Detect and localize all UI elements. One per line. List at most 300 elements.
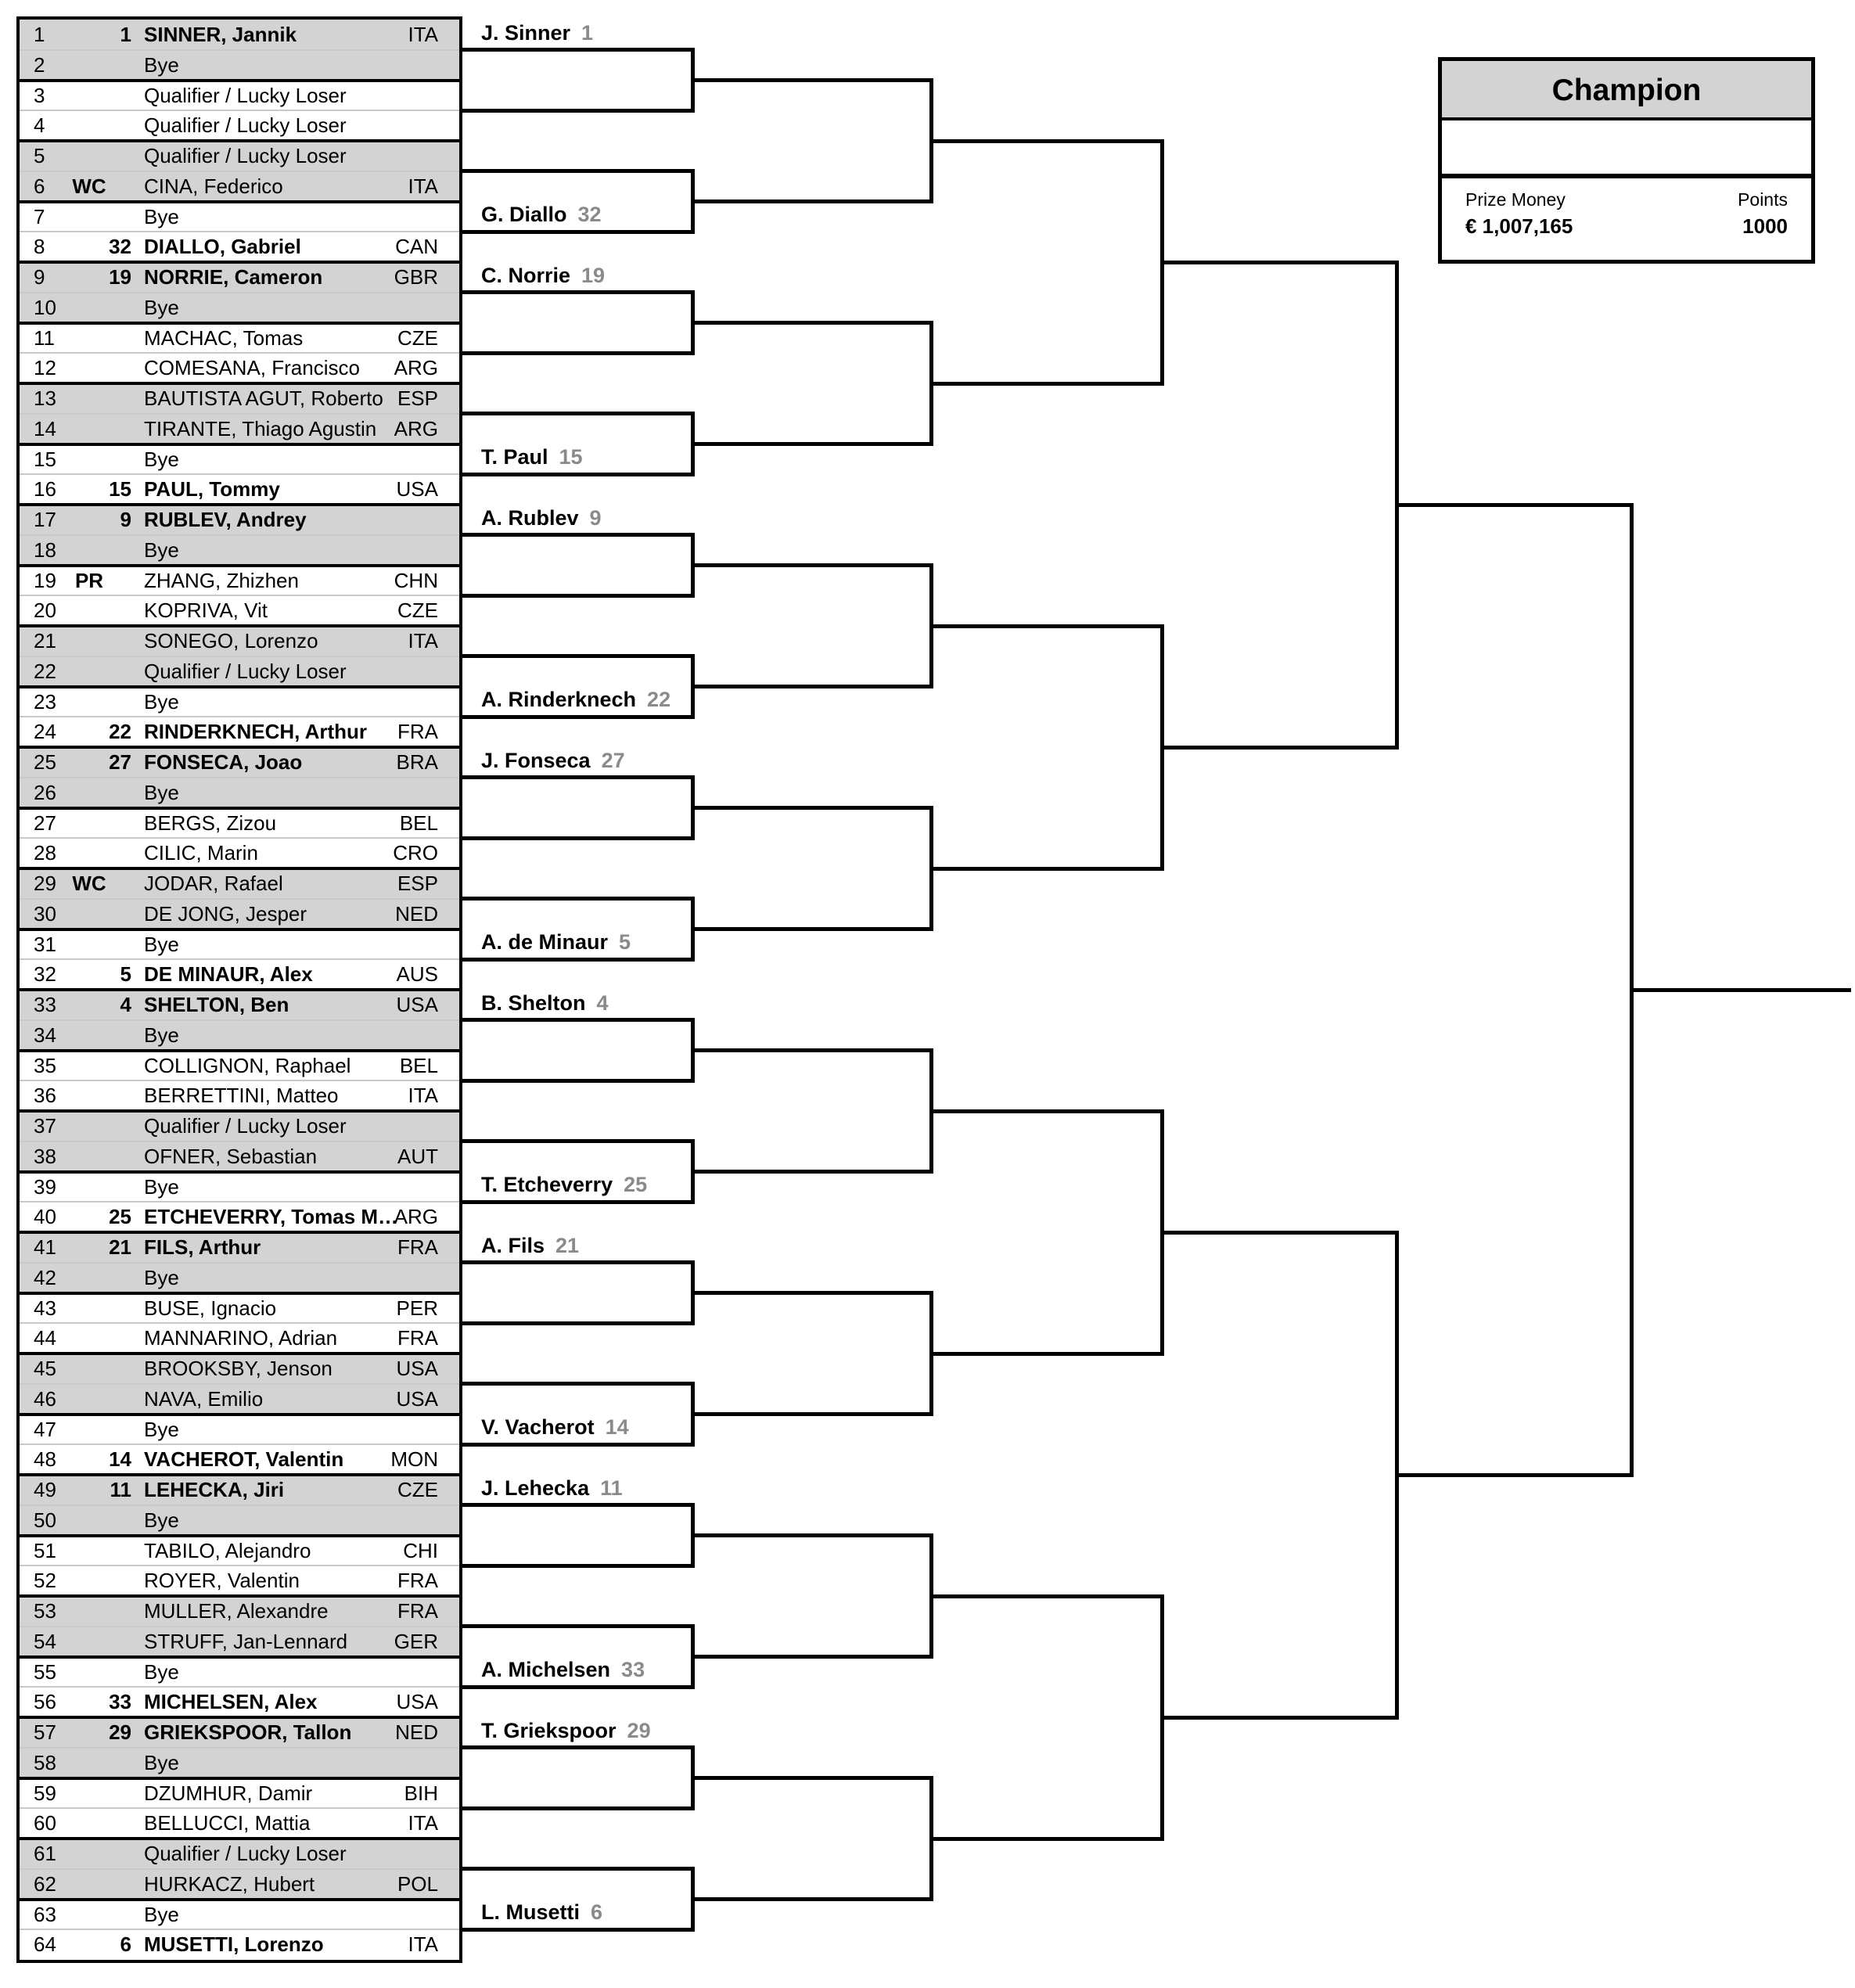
row-country: FRA	[397, 1599, 438, 1623]
row-position: 27	[34, 811, 56, 835]
row-player-name: Bye	[144, 537, 179, 562]
row-position: 57	[34, 1720, 56, 1744]
row-separator	[20, 1080, 459, 1081]
row-player-name: Bye	[144, 1902, 179, 1926]
bracket-line-h	[692, 1897, 931, 1901]
bracket-line-h	[931, 382, 1162, 386]
row-seed	[82, 1141, 131, 1172]
row-position: 19	[34, 568, 56, 592]
row-player-name: COMESANA, Francisco	[144, 356, 360, 380]
row-country: NED	[395, 901, 438, 926]
row-player-name: VACHEROT, Valentin	[144, 1447, 344, 1472]
round2-winner-label	[481, 200, 602, 229]
row-player-name: HURKACZ, Hubert	[144, 1871, 315, 1896]
bracket-line-h	[459, 1382, 692, 1386]
table-row	[20, 1536, 459, 1566]
table-row	[20, 1293, 459, 1324]
bracket-line-h	[459, 1564, 692, 1568]
table-row	[20, 383, 459, 414]
match-separator	[20, 1231, 459, 1234]
row-player-name: CILIC, Marin	[144, 841, 258, 865]
bracket-line-h	[1631, 988, 1851, 992]
row-player-name: DIALLO, Gabriel	[144, 235, 301, 259]
row-separator	[20, 1504, 459, 1506]
bracket-line-h	[459, 1806, 692, 1810]
row-position: 58	[34, 1750, 56, 1774]
row-player-name: NORRIE, Cameron	[144, 265, 323, 289]
table-row	[20, 1263, 459, 1293]
winner-name: T. Etcheverry	[481, 1173, 613, 1197]
table-row	[20, 747, 459, 778]
row-player-name: BROOKSBY, Jenson	[144, 1357, 333, 1380]
row-country: ITA	[408, 1084, 438, 1108]
table-row	[20, 293, 459, 323]
table-row	[20, 141, 459, 171]
row-seed	[82, 1596, 131, 1627]
row-separator	[20, 898, 459, 900]
row-seed: 6	[120, 1932, 131, 1957]
row-seed: 11	[110, 1478, 131, 1501]
winner-name: T. Griekspoor	[481, 1718, 617, 1742]
row-player-name: Qualifier / Lucky Loser	[144, 1842, 347, 1865]
winner-name: A. de Minaur	[481, 930, 609, 954]
row-seed	[82, 1020, 131, 1051]
row-seed	[82, 1172, 131, 1203]
table-row	[20, 171, 459, 202]
row-country	[344, 1657, 438, 1688]
match-separator	[20, 503, 459, 506]
table-row	[20, 1353, 459, 1384]
row-separator	[20, 1565, 459, 1566]
table-row	[20, 20, 459, 50]
row-position: 17	[34, 508, 56, 531]
row-position: 53	[34, 1599, 56, 1623]
row-seed	[82, 1080, 131, 1111]
row-player-name: Bye	[144, 295, 179, 319]
round2-winner-label	[481, 1170, 647, 1199]
row-seed	[82, 110, 131, 141]
row-country	[344, 1900, 438, 1930]
bracket-line-h	[1397, 503, 1631, 507]
bracket-line-h	[459, 1200, 692, 1204]
row-position: 3	[34, 83, 45, 107]
match-separator	[20, 1109, 459, 1113]
row-position: 34	[34, 1023, 56, 1047]
row-position: 13	[34, 386, 56, 410]
row-player-name: MANNARINO, Adrian	[144, 1326, 338, 1350]
winner-name: G. Diallo	[481, 203, 567, 227]
row-country	[344, 444, 438, 475]
row-player-name: Bye	[144, 689, 179, 714]
round2-winner-label	[481, 18, 593, 48]
winner-name: A. Fils	[481, 1233, 545, 1257]
row-country	[344, 1748, 438, 1778]
bracket-line-h	[459, 1745, 692, 1749]
round2-winner-label	[481, 988, 609, 1018]
row-position: 39	[34, 1174, 56, 1199]
match-separator	[20, 139, 459, 142]
round2-winner-label	[481, 1473, 623, 1503]
row-seed	[82, 171, 131, 202]
row-position: 32	[34, 962, 56, 987]
table-row	[20, 1900, 459, 1930]
winner-name: A. Rinderknech	[481, 688, 637, 712]
bracket-line-h	[931, 624, 1162, 628]
row-position: 10	[34, 295, 56, 319]
match-separator	[20, 1170, 459, 1174]
row-player-name: BELLUCCI, Mattia	[144, 1811, 311, 1835]
round2-winner-label	[481, 442, 583, 472]
row-player-name: SONEGO, Lorenzo	[144, 629, 318, 652]
row-player-name: BUSE, Ignacio	[144, 1296, 277, 1320]
match-separator	[20, 928, 459, 931]
row-position: 28	[34, 841, 56, 865]
row-player-name: Qualifier / Lucky Loser	[144, 113, 347, 138]
bracket-line-h	[931, 139, 1162, 143]
row-position: 9	[34, 265, 45, 289]
bracket-line-h	[692, 1291, 931, 1295]
table-row	[20, 81, 459, 111]
row-seed: 32	[109, 235, 131, 259]
row-seed: 4	[120, 993, 131, 1016]
row-player-name: OFNER, Sebastian	[144, 1144, 318, 1168]
row-player-name: DE MINAUR, Alex	[144, 962, 313, 987]
row-seed	[82, 929, 131, 960]
row-player-name: ZHANG, Zhizhen	[144, 568, 299, 592]
row-country	[344, 1263, 438, 1293]
table-row	[20, 1111, 459, 1141]
winner-name: B. Shelton	[481, 990, 586, 1015]
row-position: 7	[34, 204, 45, 228]
row-seed	[82, 1293, 131, 1324]
row-country: FRA	[397, 1569, 438, 1593]
winner-seed: 6	[591, 1900, 603, 1925]
row-seed: 9	[120, 508, 131, 531]
bracket-line-h	[692, 1048, 931, 1052]
row-player-name: Bye	[144, 1659, 179, 1684]
table-row	[20, 1717, 459, 1748]
row-country	[344, 1839, 438, 1869]
winner-seed: 4	[596, 990, 609, 1015]
row-country: USA	[396, 1357, 438, 1380]
row-separator	[20, 352, 459, 354]
row-player-name: DE JONG, Jesper	[144, 901, 307, 926]
row-separator	[20, 1807, 459, 1809]
bracket-line-h	[459, 473, 692, 476]
bracket-line-h	[931, 1109, 1162, 1113]
bracket-line-h	[692, 321, 931, 325]
row-position: 26	[34, 780, 56, 804]
row-country: FRA	[397, 1326, 438, 1350]
row-seed: 15	[109, 477, 131, 501]
row-seed	[82, 1384, 131, 1415]
table-row	[20, 868, 459, 899]
row-position: 61	[34, 1842, 56, 1865]
row-seed	[82, 899, 131, 929]
table-row	[20, 656, 459, 687]
row-player-name: Bye	[144, 1417, 179, 1441]
bracket-line-h	[459, 775, 692, 779]
row-player-name: BAUTISTA AGUT, Roberto	[144, 386, 383, 410]
row-position: 63	[34, 1902, 56, 1926]
table-row	[20, 110, 459, 141]
row-seed	[82, 1900, 131, 1930]
row-player-name: Bye	[144, 204, 179, 228]
match-separator	[20, 1716, 459, 1719]
table-row	[20, 1839, 459, 1869]
row-seed: 25	[109, 1205, 131, 1229]
row-separator	[20, 837, 459, 839]
table-row	[20, 1475, 459, 1505]
row-seed	[82, 1808, 131, 1839]
row-player-name: ROYER, Valentin	[144, 1569, 300, 1593]
bracket-line-h	[692, 1412, 931, 1416]
match-separator	[20, 443, 459, 446]
row-seed	[82, 1415, 131, 1445]
match-separator	[20, 382, 459, 385]
row-separator	[20, 171, 459, 172]
row-player-name: SHELTON, Ben	[144, 993, 289, 1016]
row-country: AUT	[397, 1144, 438, 1168]
row-seed	[82, 383, 131, 414]
row-country: BRA	[396, 750, 438, 774]
match-separator	[20, 988, 459, 991]
row-player-name: Bye	[144, 932, 179, 956]
match-separator	[20, 624, 459, 627]
row-player-name: TIRANTE, Thiago Agustin	[144, 416, 377, 440]
winner-seed: 33	[621, 1658, 645, 1682]
row-seed	[82, 1323, 131, 1353]
row-seed	[82, 1263, 131, 1293]
round2-winner-label	[481, 1716, 651, 1745]
row-country: ITA	[408, 629, 438, 652]
row-separator	[20, 1868, 459, 1870]
bracket-line-h	[459, 715, 692, 719]
row-player-name: STRUFF, Jan-Lennard	[144, 1629, 348, 1653]
row-position: 50	[34, 1508, 56, 1532]
row-position: 47	[34, 1417, 56, 1441]
round2-winner-label	[481, 685, 670, 714]
row-seed: 22	[109, 720, 131, 744]
row-position: 44	[34, 1326, 56, 1350]
row-country: FRA	[397, 1235, 438, 1259]
row-country	[344, 81, 438, 111]
round2-winner-label	[481, 1231, 579, 1260]
match-separator	[20, 1352, 459, 1355]
row-position: 16	[34, 477, 56, 501]
row-position: 43	[34, 1296, 56, 1320]
row-separator	[20, 1929, 459, 1930]
winner-seed: 25	[624, 1173, 648, 1197]
winner-seed: 21	[555, 1233, 580, 1257]
row-player-name: MACHAC, Tomas	[144, 325, 304, 350]
table-row	[20, 1141, 459, 1172]
match-separator	[20, 322, 459, 325]
row-player-name: MUSETTI, Lorenzo	[144, 1932, 324, 1957]
winner-seed: 32	[577, 203, 602, 227]
bracket-line-h	[459, 412, 692, 415]
bracket-line-h	[692, 1533, 931, 1537]
table-row	[20, 1020, 459, 1051]
bracket-line-h	[692, 78, 931, 82]
table-row	[20, 323, 459, 354]
row-country	[344, 505, 438, 535]
row-separator	[20, 1322, 459, 1324]
bracket-line-h	[459, 1685, 692, 1689]
row-seed	[82, 1657, 131, 1688]
row-seed	[82, 81, 131, 111]
bracket-line-h	[459, 1018, 692, 1022]
row-separator	[20, 1019, 459, 1021]
row-seed	[82, 1869, 131, 1900]
row-country: POL	[397, 1871, 438, 1896]
row-country	[344, 1111, 438, 1141]
table-row	[20, 232, 459, 262]
champion-box	[1438, 57, 1815, 264]
match-separator	[20, 1594, 459, 1598]
prize-money-value: € 1,007,165	[1465, 214, 1573, 238]
row-country	[344, 1020, 438, 1051]
row-separator	[20, 777, 459, 778]
row-country: USA	[396, 993, 438, 1016]
row-position: 35	[34, 1053, 56, 1077]
row-seed	[82, 293, 131, 323]
winner-name: C. Norrie	[481, 263, 571, 287]
bracket-line-h	[692, 927, 931, 931]
match-separator	[20, 1777, 459, 1780]
table-row	[20, 1596, 459, 1627]
row-country: ESP	[397, 872, 438, 895]
row-country	[344, 141, 438, 171]
row-player-name: RUBLEV, Andrey	[144, 508, 307, 531]
row-country: NED	[395, 1720, 438, 1744]
row-country: BEL	[399, 811, 438, 835]
row-country: USA	[396, 477, 438, 501]
bracket-line-h	[931, 1352, 1162, 1356]
table-row	[20, 353, 459, 383]
row-player-name: Bye	[144, 1265, 179, 1289]
table-row	[20, 1202, 459, 1232]
bracket-line-h	[692, 806, 931, 810]
row-country	[344, 929, 438, 960]
row-separator	[20, 1443, 459, 1445]
table-row	[20, 1444, 459, 1475]
winner-name: J. Lehecka	[481, 1476, 590, 1500]
match-separator	[20, 1837, 459, 1840]
row-country: ITA	[408, 174, 438, 198]
row-position: 8	[34, 235, 45, 259]
row-separator	[20, 1686, 459, 1688]
table-row	[20, 717, 459, 747]
bracket-line-h	[459, 1624, 692, 1628]
row-position: 5	[34, 144, 45, 167]
table-row	[20, 1051, 459, 1081]
match-separator	[20, 1049, 459, 1052]
row-separator	[20, 534, 459, 536]
table-row	[20, 50, 459, 81]
match-separator	[20, 867, 459, 870]
match-separator	[20, 1473, 459, 1476]
row-entry-type: WC	[72, 872, 106, 895]
row-seed	[82, 595, 131, 626]
row-country: GBR	[394, 265, 438, 289]
round2-winner-label	[481, 261, 605, 290]
winner-seed: 9	[589, 505, 602, 530]
row-seed	[82, 1111, 131, 1141]
row-country	[344, 110, 438, 141]
row-separator	[20, 1383, 459, 1385]
row-country: BEL	[399, 1053, 438, 1077]
table-row	[20, 505, 459, 535]
table-row	[20, 262, 459, 293]
row-seed: 21	[109, 1235, 131, 1259]
row-player-name: Bye	[144, 1174, 179, 1199]
row-country: ITA	[408, 1932, 438, 1957]
row-country: ITA	[408, 1811, 438, 1835]
points-label: Points	[1738, 189, 1788, 210]
row-position: 40	[34, 1205, 56, 1229]
row-seed	[82, 444, 131, 475]
row-country: GER	[394, 1629, 438, 1653]
match-separator	[20, 746, 459, 749]
round2-winner-label	[481, 1897, 602, 1927]
match-separator	[20, 685, 459, 688]
match-separator	[20, 200, 459, 203]
bracket-line-h	[459, 48, 692, 52]
row-player-name: LEHECKA, Jiri	[144, 1478, 285, 1501]
row-seed	[82, 656, 131, 687]
row-country	[344, 656, 438, 687]
table-row	[20, 808, 459, 839]
row-position: 25	[34, 750, 56, 774]
row-country: CZE	[397, 325, 438, 350]
table-row	[20, 1172, 459, 1203]
table-row	[20, 1808, 459, 1839]
table-row	[20, 1415, 459, 1445]
row-country: ARG	[394, 1205, 438, 1229]
round2-winner-label	[481, 1655, 645, 1684]
row-position: 33	[34, 993, 56, 1016]
row-separator	[20, 49, 459, 51]
table-row	[20, 474, 459, 505]
bracket-line-h	[692, 685, 931, 688]
row-seed	[82, 1839, 131, 1869]
row-separator	[20, 231, 459, 232]
row-position: 49	[34, 1478, 56, 1501]
row-country	[344, 202, 438, 232]
row-seed	[82, 323, 131, 354]
bracket-line-h	[459, 654, 692, 658]
match-separator	[20, 79, 459, 82]
table-row	[20, 1657, 459, 1688]
match-separator	[20, 1534, 459, 1537]
winner-name: J. Fonseca	[481, 748, 591, 772]
winner-seed: 5	[619, 930, 631, 954]
row-seed: 27	[109, 750, 131, 774]
winner-seed: 15	[559, 445, 583, 469]
row-country: ITA	[408, 23, 438, 46]
row-country: USA	[396, 1690, 438, 1714]
winner-seed: 19	[581, 263, 606, 287]
row-seed	[82, 141, 131, 171]
bracket-line-h	[1162, 746, 1397, 750]
bracket-line-h	[692, 442, 931, 446]
table-row	[20, 1869, 459, 1900]
row-player-name: Bye	[144, 447, 179, 471]
row-seed: 19	[109, 265, 131, 289]
row-player-name: PAUL, Tommy	[144, 477, 280, 501]
bracket-line-h	[692, 1776, 931, 1780]
